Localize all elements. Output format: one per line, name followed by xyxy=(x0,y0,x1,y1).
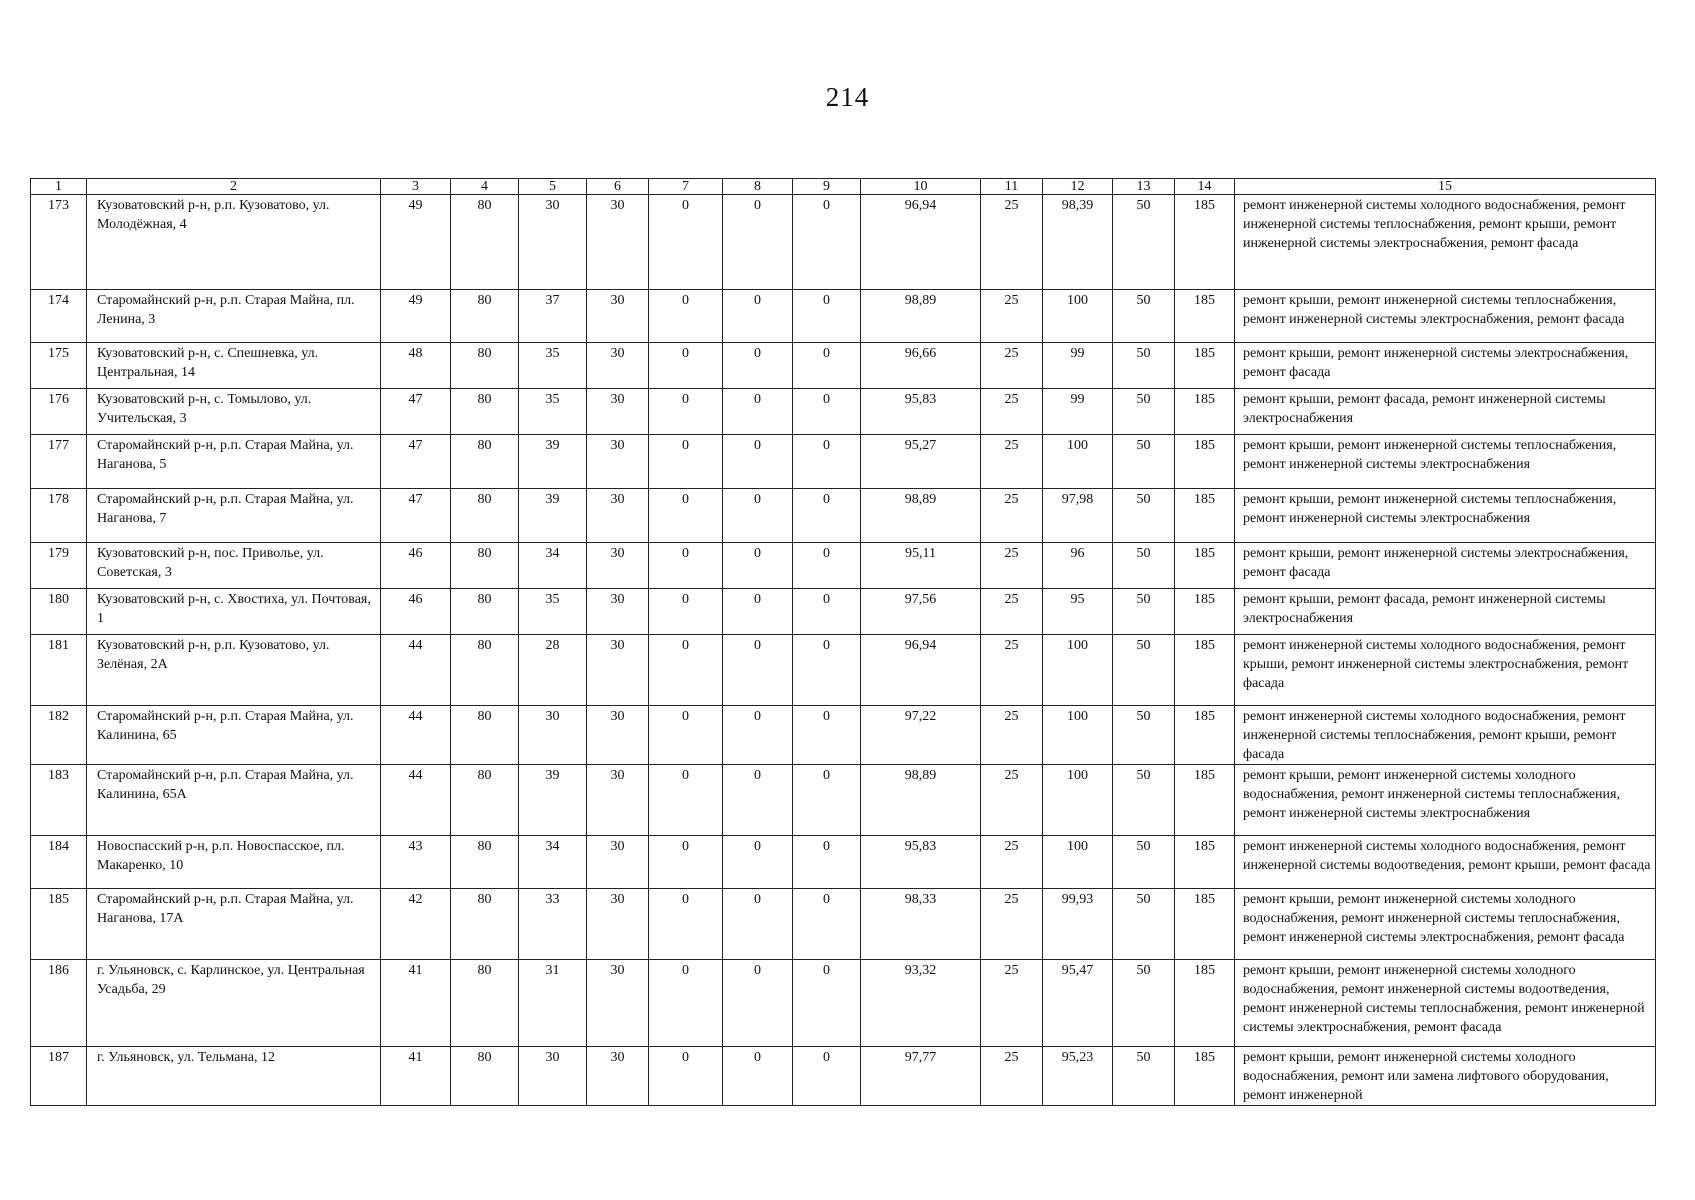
repair-table-container xyxy=(30,178,1655,1106)
col9-cell: 0 xyxy=(793,589,861,635)
col14-cell: 185 xyxy=(1175,765,1235,836)
col4-cell: 80 xyxy=(451,889,519,960)
col4-cell: 80 xyxy=(451,765,519,836)
col6-cell: 30 xyxy=(587,635,649,706)
col9-cell: 0 xyxy=(793,635,861,706)
address-cell: Кузоватовский р-н, р.п. Кузоватово, ул. Молодёжная, 4 xyxy=(87,195,381,290)
works-cell: ремонт крыши, ремонт инженерной системы электроснабжения, ремонт фасада xyxy=(1235,343,1656,389)
col3-cell: 43 xyxy=(381,836,451,889)
col13-cell: 50 xyxy=(1113,765,1175,836)
col6-cell: 30 xyxy=(587,290,649,343)
col6-cell: 30 xyxy=(587,889,649,960)
col10-cell: 97,22 xyxy=(861,706,981,765)
col12-cell: 100 xyxy=(1043,706,1113,765)
col6-cell: 30 xyxy=(587,1047,649,1106)
works-cell: ремонт инженерной системы холодного водоснабжения, ремонт инженерной системы водоотведения, ремонт крыши, ремонт фасада xyxy=(1235,836,1656,889)
column-header-12: 12 xyxy=(1043,179,1113,195)
col3-cell: 44 xyxy=(381,706,451,765)
page-number: 214 xyxy=(825,82,870,112)
col13-cell: 50 xyxy=(1113,489,1175,543)
table-row xyxy=(31,706,1656,765)
col12-cell: 99,93 xyxy=(1043,889,1113,960)
col10-cell: 96,66 xyxy=(861,343,981,389)
col5-cell: 39 xyxy=(519,489,587,543)
col7-cell: 0 xyxy=(649,343,723,389)
table-body xyxy=(31,195,1656,1106)
col7-cell: 0 xyxy=(649,489,723,543)
address-cell: Старомайнский р-н, р.п. Старая Майна, ул. Наганова, 7 xyxy=(87,489,381,543)
row-number: 174 xyxy=(31,290,87,343)
works-cell: ремонт инженерной системы холодного водоснабжения, ремонт крыши, ремонт инженерной системы электроснабжения, ремонт фасада xyxy=(1235,635,1656,706)
col10-cell: 95,11 xyxy=(861,543,981,589)
table-row xyxy=(31,435,1656,489)
col9-cell: 0 xyxy=(793,836,861,889)
col9-cell: 0 xyxy=(793,960,861,1047)
row-number: 187 xyxy=(31,1047,87,1106)
col12-cell: 95 xyxy=(1043,589,1113,635)
col13-cell: 50 xyxy=(1113,389,1175,435)
table-row xyxy=(31,960,1656,1047)
col10-cell: 97,56 xyxy=(861,589,981,635)
col7-cell: 0 xyxy=(649,435,723,489)
col3-cell: 49 xyxy=(381,195,451,290)
table-row xyxy=(31,290,1656,343)
works-cell: ремонт крыши, ремонт инженерной системы холодного водоснабжения, ремонт или замена лифтового оборудования, ремонт инженерной xyxy=(1235,1047,1656,1106)
col6-cell: 30 xyxy=(587,836,649,889)
col14-cell: 185 xyxy=(1175,195,1235,290)
col6-cell: 30 xyxy=(587,960,649,1047)
col12-cell: 100 xyxy=(1043,290,1113,343)
col8-cell: 0 xyxy=(723,343,793,389)
table-row xyxy=(31,589,1656,635)
table-row xyxy=(31,195,1656,290)
col11-cell: 25 xyxy=(981,635,1043,706)
row-number: 179 xyxy=(31,543,87,589)
col3-cell: 48 xyxy=(381,343,451,389)
col6-cell: 30 xyxy=(587,435,649,489)
col13-cell: 50 xyxy=(1113,889,1175,960)
col8-cell: 0 xyxy=(723,836,793,889)
col3-cell: 44 xyxy=(381,635,451,706)
col8-cell: 0 xyxy=(723,706,793,765)
table-row xyxy=(31,1047,1656,1106)
works-cell: ремонт крыши, ремонт фасада, ремонт инженерной системы электроснабжения xyxy=(1235,389,1656,435)
col10-cell: 98,89 xyxy=(861,765,981,836)
col5-cell: 30 xyxy=(519,195,587,290)
address-cell: Новоспасский р-н, р.п. Новоспасское, пл. Макаренко, 10 xyxy=(87,836,381,889)
address-cell: Старомайнский р-н, р.п. Старая Майна, ул. Калинина, 65А xyxy=(87,765,381,836)
col10-cell: 96,94 xyxy=(861,635,981,706)
col4-cell: 80 xyxy=(451,635,519,706)
col3-cell: 41 xyxy=(381,1047,451,1106)
row-number: 181 xyxy=(31,635,87,706)
col8-cell: 0 xyxy=(723,543,793,589)
row-number: 184 xyxy=(31,836,87,889)
col9-cell: 0 xyxy=(793,489,861,543)
col8-cell: 0 xyxy=(723,589,793,635)
col13-cell: 50 xyxy=(1113,290,1175,343)
col11-cell: 25 xyxy=(981,389,1043,435)
col5-cell: 34 xyxy=(519,543,587,589)
col11-cell: 25 xyxy=(981,836,1043,889)
col12-cell: 99 xyxy=(1043,389,1113,435)
col12-cell: 99 xyxy=(1043,343,1113,389)
address-cell: Кузоватовский р-н, с. Спешневка, ул. Центральная, 14 xyxy=(87,343,381,389)
row-number: 182 xyxy=(31,706,87,765)
col13-cell: 50 xyxy=(1113,1047,1175,1106)
column-header-9: 9 xyxy=(793,179,861,195)
col9-cell: 0 xyxy=(793,343,861,389)
col3-cell: 41 xyxy=(381,960,451,1047)
col5-cell: 39 xyxy=(519,765,587,836)
col3-cell: 47 xyxy=(381,489,451,543)
col11-cell: 25 xyxy=(981,543,1043,589)
works-cell: ремонт крыши, ремонт инженерной системы электроснабжения, ремонт фасада xyxy=(1235,543,1656,589)
col13-cell: 50 xyxy=(1113,706,1175,765)
col5-cell: 35 xyxy=(519,389,587,435)
col4-cell: 80 xyxy=(451,343,519,389)
column-header-4: 4 xyxy=(451,179,519,195)
col11-cell: 25 xyxy=(981,290,1043,343)
col9-cell: 0 xyxy=(793,290,861,343)
col7-cell: 0 xyxy=(649,706,723,765)
col12-cell: 96 xyxy=(1043,543,1113,589)
col10-cell: 96,94 xyxy=(861,195,981,290)
col14-cell: 185 xyxy=(1175,543,1235,589)
col13-cell: 50 xyxy=(1113,589,1175,635)
col7-cell: 0 xyxy=(649,195,723,290)
col5-cell: 34 xyxy=(519,836,587,889)
col13-cell: 50 xyxy=(1113,836,1175,889)
col11-cell: 25 xyxy=(981,889,1043,960)
col10-cell: 95,27 xyxy=(861,435,981,489)
repair-table xyxy=(30,178,1656,1106)
col5-cell: 35 xyxy=(519,589,587,635)
col4-cell: 80 xyxy=(451,543,519,589)
address-cell: Старомайнский р-н, р.п. Старая Майна, пл. Ленина, 3 xyxy=(87,290,381,343)
col13-cell: 50 xyxy=(1113,195,1175,290)
address-cell: Кузоватовский р-н, пос. Приволье, ул. Советская, 3 xyxy=(87,543,381,589)
col5-cell: 31 xyxy=(519,960,587,1047)
row-number: 176 xyxy=(31,389,87,435)
address-cell: Старомайнский р-н, р.п. Старая Майна, ул. Наганова, 17А xyxy=(87,889,381,960)
column-header-1: 1 xyxy=(31,179,87,195)
col6-cell: 30 xyxy=(587,765,649,836)
col14-cell: 185 xyxy=(1175,589,1235,635)
col5-cell: 35 xyxy=(519,343,587,389)
col9-cell: 0 xyxy=(793,195,861,290)
col7-cell: 0 xyxy=(649,836,723,889)
col11-cell: 25 xyxy=(981,435,1043,489)
col3-cell: 46 xyxy=(381,589,451,635)
row-number: 173 xyxy=(31,195,87,290)
table-row xyxy=(31,489,1656,543)
address-cell: г. Ульяновск, ул. Тельмана, 12 xyxy=(87,1047,381,1106)
col8-cell: 0 xyxy=(723,765,793,836)
table-row xyxy=(31,889,1656,960)
col5-cell: 30 xyxy=(519,1047,587,1106)
col10-cell: 97,77 xyxy=(861,1047,981,1106)
col8-cell: 0 xyxy=(723,1047,793,1106)
col5-cell: 28 xyxy=(519,635,587,706)
column-header-6: 6 xyxy=(587,179,649,195)
col4-cell: 80 xyxy=(451,589,519,635)
col13-cell: 50 xyxy=(1113,435,1175,489)
col12-cell: 100 xyxy=(1043,635,1113,706)
col12-cell: 95,47 xyxy=(1043,960,1113,1047)
col12-cell: 97,98 xyxy=(1043,489,1113,543)
col8-cell: 0 xyxy=(723,889,793,960)
col7-cell: 0 xyxy=(649,960,723,1047)
col14-cell: 185 xyxy=(1175,836,1235,889)
row-number: 186 xyxy=(31,960,87,1047)
col9-cell: 0 xyxy=(793,706,861,765)
works-cell: ремонт крыши, ремонт инженерной системы теплоснабжения, ремонт инженерной системы электроснабжения, ремонт фасада xyxy=(1235,290,1656,343)
col4-cell: 80 xyxy=(451,389,519,435)
address-cell: Кузоватовский р-н, с. Томылово, ул. Учительская, 3 xyxy=(87,389,381,435)
address-cell: Кузоватовский р-н, с. Хвостиха, ул. Почтовая, 1 xyxy=(87,589,381,635)
col6-cell: 30 xyxy=(587,589,649,635)
column-header-10: 10 xyxy=(861,179,981,195)
col5-cell: 30 xyxy=(519,706,587,765)
row-number: 183 xyxy=(31,765,87,836)
col5-cell: 39 xyxy=(519,435,587,489)
col10-cell: 95,83 xyxy=(861,836,981,889)
works-cell: ремонт крыши, ремонт инженерной системы теплоснабжения, ремонт инженерной системы электроснабжения xyxy=(1235,435,1656,489)
col14-cell: 185 xyxy=(1175,435,1235,489)
col8-cell: 0 xyxy=(723,389,793,435)
col6-cell: 30 xyxy=(587,343,649,389)
col13-cell: 50 xyxy=(1113,960,1175,1047)
col8-cell: 0 xyxy=(723,435,793,489)
col10-cell: 93,32 xyxy=(861,960,981,1047)
col14-cell: 185 xyxy=(1175,489,1235,543)
table-row xyxy=(31,635,1656,706)
col4-cell: 80 xyxy=(451,489,519,543)
col14-cell: 185 xyxy=(1175,389,1235,435)
row-number: 180 xyxy=(31,589,87,635)
col13-cell: 50 xyxy=(1113,543,1175,589)
col3-cell: 47 xyxy=(381,389,451,435)
column-header-14: 14 xyxy=(1175,179,1235,195)
works-cell: ремонт крыши, ремонт фасада, ремонт инженерной системы электроснабжения xyxy=(1235,589,1656,635)
col7-cell: 0 xyxy=(649,389,723,435)
col13-cell: 50 xyxy=(1113,343,1175,389)
row-number: 177 xyxy=(31,435,87,489)
col10-cell: 95,83 xyxy=(861,389,981,435)
col8-cell: 0 xyxy=(723,960,793,1047)
row-number: 178 xyxy=(31,489,87,543)
row-number: 185 xyxy=(31,889,87,960)
col4-cell: 80 xyxy=(451,1047,519,1106)
col9-cell: 0 xyxy=(793,889,861,960)
col11-cell: 25 xyxy=(981,765,1043,836)
col10-cell: 98,89 xyxy=(861,290,981,343)
col6-cell: 30 xyxy=(587,706,649,765)
col6-cell: 30 xyxy=(587,543,649,589)
row-number: 175 xyxy=(31,343,87,389)
address-cell: г. Ульяновск, с. Карлинское, ул. Центральная Усадьба, 29 xyxy=(87,960,381,1047)
col4-cell: 80 xyxy=(451,960,519,1047)
table-row xyxy=(31,389,1656,435)
col9-cell: 0 xyxy=(793,1047,861,1106)
col11-cell: 25 xyxy=(981,960,1043,1047)
column-header-15: 15 xyxy=(1235,179,1656,195)
col11-cell: 25 xyxy=(981,1047,1043,1106)
column-header-11: 11 xyxy=(981,179,1043,195)
col14-cell: 185 xyxy=(1175,635,1235,706)
col6-cell: 30 xyxy=(587,489,649,543)
col5-cell: 33 xyxy=(519,889,587,960)
col11-cell: 25 xyxy=(981,706,1043,765)
table-row xyxy=(31,343,1656,389)
col3-cell: 44 xyxy=(381,765,451,836)
col3-cell: 46 xyxy=(381,543,451,589)
col12-cell: 100 xyxy=(1043,836,1113,889)
col12-cell: 95,23 xyxy=(1043,1047,1113,1106)
col7-cell: 0 xyxy=(649,635,723,706)
col7-cell: 0 xyxy=(649,589,723,635)
col12-cell: 100 xyxy=(1043,435,1113,489)
col14-cell: 185 xyxy=(1175,343,1235,389)
col9-cell: 0 xyxy=(793,543,861,589)
table-row xyxy=(31,836,1656,889)
col11-cell: 25 xyxy=(981,589,1043,635)
col11-cell: 25 xyxy=(981,489,1043,543)
works-cell: ремонт инженерной системы холодного водоснабжения, ремонт инженерной системы теплоснабжения, ремонт крыши, ремонт фасада xyxy=(1235,706,1656,765)
col8-cell: 0 xyxy=(723,290,793,343)
col10-cell: 98,33 xyxy=(861,889,981,960)
col4-cell: 80 xyxy=(451,195,519,290)
col14-cell: 185 xyxy=(1175,290,1235,343)
column-header-8: 8 xyxy=(723,179,793,195)
col11-cell: 25 xyxy=(981,195,1043,290)
col14-cell: 185 xyxy=(1175,889,1235,960)
col7-cell: 0 xyxy=(649,290,723,343)
col4-cell: 80 xyxy=(451,435,519,489)
col8-cell: 0 xyxy=(723,195,793,290)
column-header-3: 3 xyxy=(381,179,451,195)
col13-cell: 50 xyxy=(1113,635,1175,706)
col12-cell: 100 xyxy=(1043,765,1113,836)
col3-cell: 42 xyxy=(381,889,451,960)
col9-cell: 0 xyxy=(793,765,861,836)
col5-cell: 37 xyxy=(519,290,587,343)
col7-cell: 0 xyxy=(649,889,723,960)
column-header-7: 7 xyxy=(649,179,723,195)
col3-cell: 47 xyxy=(381,435,451,489)
col6-cell: 30 xyxy=(587,195,649,290)
address-cell: Старомайнский р-н, р.п. Старая Майна, ул. Калинина, 65 xyxy=(87,706,381,765)
table-row xyxy=(31,543,1656,589)
col4-cell: 80 xyxy=(451,706,519,765)
works-cell: ремонт крыши, ремонт инженерной системы теплоснабжения, ремонт инженерной системы электроснабжения xyxy=(1235,489,1656,543)
table-row xyxy=(31,765,1656,836)
col8-cell: 0 xyxy=(723,489,793,543)
col7-cell: 0 xyxy=(649,1047,723,1106)
col8-cell: 0 xyxy=(723,635,793,706)
header-row xyxy=(31,179,1656,195)
col9-cell: 0 xyxy=(793,389,861,435)
works-cell: ремонт крыши, ремонт инженерной системы холодного водоснабжения, ремонт инженерной системы водоотведения, ремонт инженерной системы теплоснабжения, ремонт инженерной системы электроснабжения, ремонт фасада xyxy=(1235,960,1656,1047)
col4-cell: 80 xyxy=(451,290,519,343)
column-header-13: 13 xyxy=(1113,179,1175,195)
col10-cell: 98,89 xyxy=(861,489,981,543)
address-cell: Кузоватовский р-н, р.п. Кузоватово, ул. Зелёная, 2А xyxy=(87,635,381,706)
col11-cell: 25 xyxy=(981,343,1043,389)
column-header-2: 2 xyxy=(87,179,381,195)
address-cell: Старомайнский р-н, р.п. Старая Майна, ул. Наганова, 5 xyxy=(87,435,381,489)
col4-cell: 80 xyxy=(451,836,519,889)
works-cell: ремонт крыши, ремонт инженерной системы холодного водоснабжения, ремонт инженерной системы теплоснабжения, ремонт инженерной системы электроснабжения, ремонт фасада xyxy=(1235,889,1656,960)
col7-cell: 0 xyxy=(649,765,723,836)
works-cell: ремонт крыши, ремонт инженерной системы холодного водоснабжения, ремонт инженерной системы теплоснабжения, ремонт инженерной системы электроснабжения xyxy=(1235,765,1656,836)
col6-cell: 30 xyxy=(587,389,649,435)
col9-cell: 0 xyxy=(793,435,861,489)
col14-cell: 185 xyxy=(1175,1047,1235,1106)
table-header xyxy=(31,179,1656,195)
col7-cell: 0 xyxy=(649,543,723,589)
col14-cell: 185 xyxy=(1175,960,1235,1047)
col3-cell: 49 xyxy=(381,290,451,343)
column-header-5: 5 xyxy=(519,179,587,195)
col12-cell: 98,39 xyxy=(1043,195,1113,290)
works-cell: ремонт инженерной системы холодного водоснабжения, ремонт инженерной системы теплоснабжения, ремонт крыши, ремонт инженерной системы электроснабжения, ремонт фасада xyxy=(1235,195,1656,290)
col14-cell: 185 xyxy=(1175,706,1235,765)
